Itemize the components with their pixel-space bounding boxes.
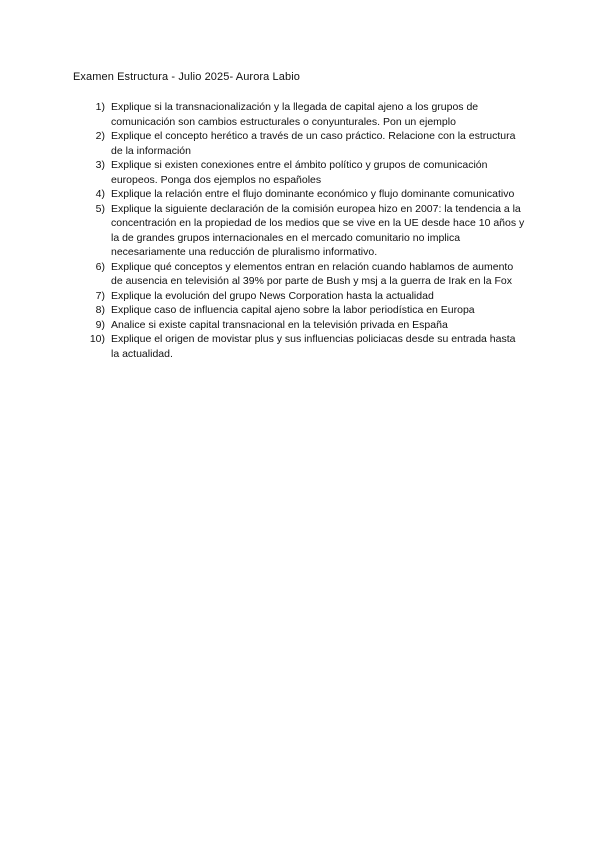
- question-text: Explique la relación entre el flujo dominante económico y flujo dominante comunicativo: [111, 188, 515, 200]
- question-number: 9): [95, 318, 105, 331]
- question-text: Explique qué conceptos y elementos entran en relación cuando hablamos de aumento de ausencia en televisión al 39% por parte de Bush y msj a la guerra de Irak en la Fox: [111, 260, 514, 287]
- question-item: [80, 318, 525, 333]
- question-item: [80, 289, 525, 304]
- question-item: [80, 187, 525, 202]
- question-text: Explique el origen de movistar plus y sus influencias policiacas desde su entrada hasta la actualidad.: [111, 333, 516, 360]
- question-item: [80, 100, 525, 129]
- question-text: Explique el concepto herético a través de un caso práctico. Relacione con la estructura de la información: [111, 130, 516, 157]
- question-text: Explique caso de influencia capital ajeno sobre la labor periodística en Europa: [111, 304, 475, 316]
- question-item: [80, 158, 525, 187]
- question-text: Explique si existen conexiones entre el ámbito político y grupos de comunicación europeos. Ponga dos ejemplos no españoles: [111, 159, 488, 186]
- question-number: 2): [95, 130, 105, 142]
- question-text: Analice si existe capital transnacional en la televisión privada en España: [111, 318, 448, 331]
- question-number: 8): [95, 304, 105, 316]
- question-number: 5): [95, 202, 105, 215]
- question-number: 7): [95, 289, 105, 302]
- question-item: [80, 129, 525, 158]
- question-item: [80, 303, 525, 318]
- question-item: [80, 202, 525, 260]
- question-number: 4): [95, 188, 105, 200]
- question-text: Explique la siguiente declaración de la comisión europea hizo en 2007: la tendencia a la concentración en la propiedad de los medios que se vive en la UE desde hace 10 años y la de grandes grupos internacionales en el mercado comunitario no implica necesariamente una reducción de pluralismo informativo.: [111, 202, 525, 258]
- question-number: 10): [89, 333, 105, 345]
- question-list: [80, 100, 525, 361]
- question-item: [80, 260, 525, 289]
- question-number: 6): [95, 260, 105, 273]
- question-number: 1): [95, 101, 105, 113]
- question-text: Explique si la transnacionalización y la llegada de capital ajeno a los grupos de comunicación son cambios estructurales o conyunturales. Pon un ejemplo: [111, 101, 479, 128]
- document-title: Examen Estructura - Julio 2025- Aurora Labio: [73, 71, 300, 83]
- question-number: 3): [95, 159, 105, 171]
- question-item: [80, 332, 525, 361]
- question-text: Explique la evolución del grupo News Corporation hasta la actualidad: [111, 289, 434, 302]
